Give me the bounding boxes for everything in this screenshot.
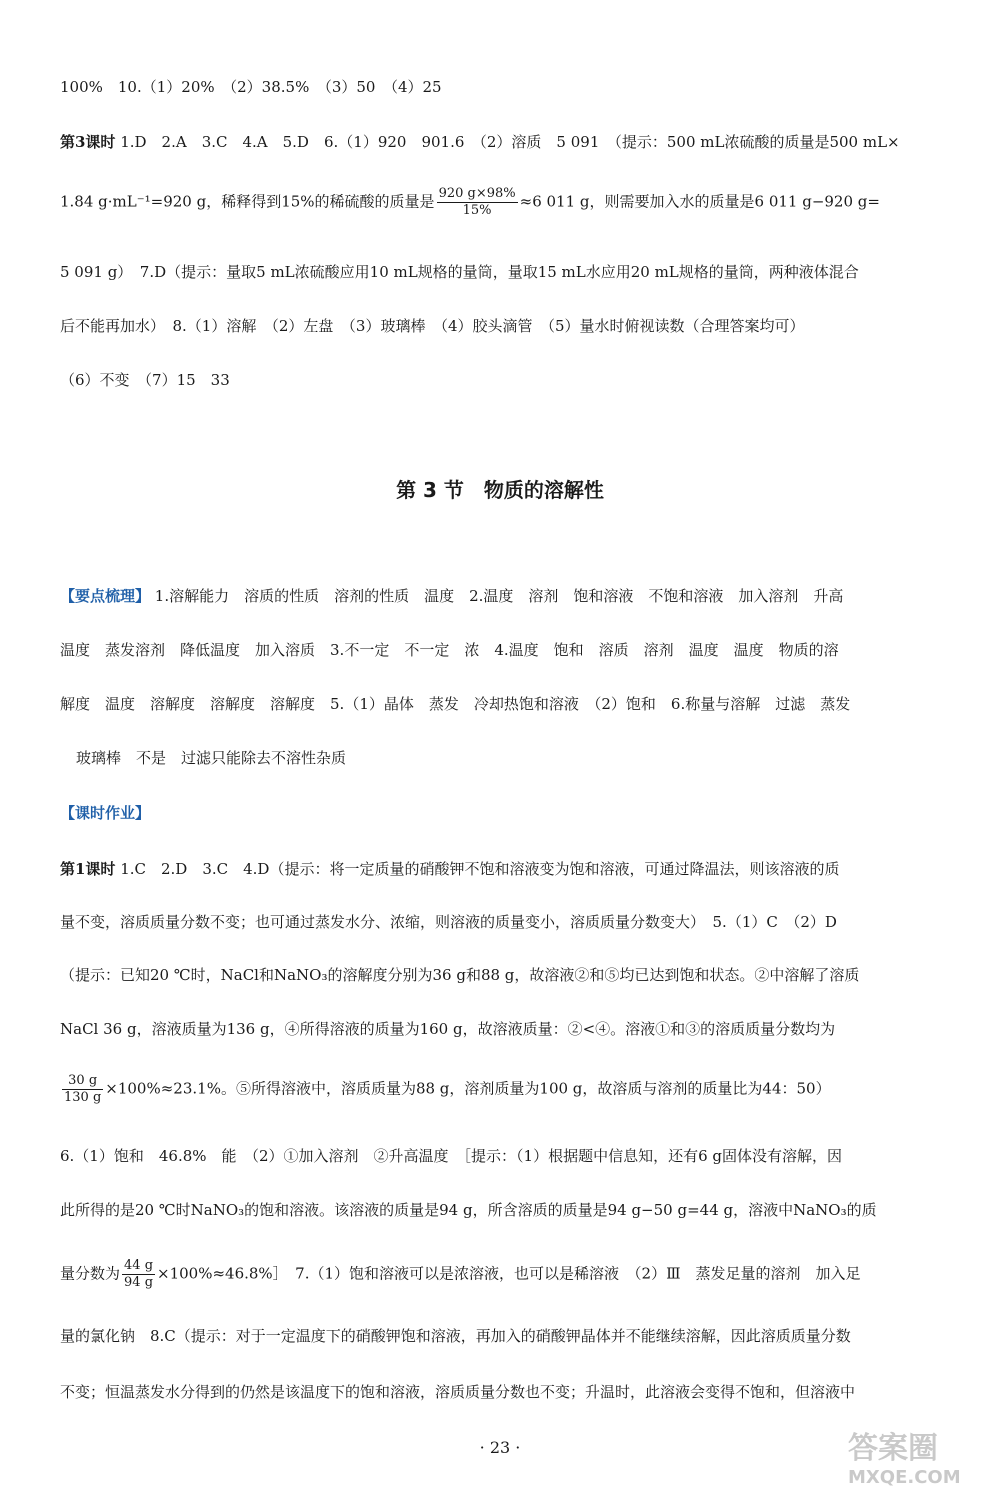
watermark-logo xyxy=(848,1423,978,1493)
line-text: 玻璃棒 不是 过滤只能除去不溶性杂质 xyxy=(76,749,347,767)
text-line xyxy=(60,693,960,715)
section-tag: 【课时作业】 xyxy=(60,804,151,822)
text-line xyxy=(60,186,960,219)
text-line xyxy=(60,802,960,824)
line-text: ×100%≈46.8%］ 7.（1）饱和溶液可以是浓溶液，也可以是稀溶液 （2）Ⅲ 蒸发足量的溶剂 加入足 xyxy=(157,1264,861,1283)
text-line xyxy=(76,747,960,769)
section-tag: 【要点梳理】 xyxy=(60,587,151,605)
line-text: （提示：已知20 ℃时，NaCl和NaNO₃的溶解度分别为36 g和88 g，故溶液②和⑤均已达到饱和状态。②中溶解了溶质 xyxy=(60,966,860,984)
line-text: 5 091 g） 7.D（提示：量取5 mL浓硫酸应用10 mL规格的量筒，量取15 mL水应用20 mL规格的量筒，两种液体混合 xyxy=(60,263,859,281)
text-line xyxy=(60,261,960,283)
fraction xyxy=(122,1258,155,1291)
fraction-numerator: 30 g xyxy=(62,1073,103,1090)
line-text: 1.D 2.A 3.C 4.A 5.D 6.（1）920 901.6 （2）溶质 5 091 （提示：500 mL浓硫酸的质量是500 mL× xyxy=(115,133,900,151)
text-line xyxy=(60,1018,960,1040)
text-line xyxy=(60,369,960,391)
text-line xyxy=(60,585,960,607)
line-text: （6）不变 （7）15 33 xyxy=(60,371,230,389)
line-text: ≈6 011 g，则需要加入水的质量是6 011 g−920 g= xyxy=(519,192,880,211)
line-text: 6.（1）饱和 46.8% 能 （2）①加入溶剂 ②升高温度 ［提示：（1）根据题中信息知，还有6 g固体没有溶解，因 xyxy=(60,1147,843,1165)
fraction-denominator: 130 g xyxy=(64,1090,102,1105)
line-text: 量不变，溶质质量分数不变；也可通过蒸发水分、浓缩，则溶液的质量变小，溶质质量分数变大） 5.（1）C （2）D xyxy=(60,913,837,931)
line-text: 1.C 2.D 3.C 4.D（提示：将一定质量的硝酸钾不饱和溶液变为饱和溶液，可通过降温法，则该溶液的质 xyxy=(115,860,840,878)
text-line xyxy=(60,858,960,880)
fraction xyxy=(62,1073,103,1106)
text-line xyxy=(60,1145,960,1167)
fraction-numerator: 44 g xyxy=(124,1258,154,1273)
text-line xyxy=(60,1258,960,1291)
section-heading: 第 3 节 物质的溶解性 xyxy=(396,478,604,502)
watermark-main: 答案圈 xyxy=(848,1431,938,1466)
text-line xyxy=(60,964,960,986)
line-text: 量分数为 xyxy=(60,1264,121,1283)
line-text: 量的氯化钠 8.C（提示：对于一定温度下的硝酸钾饱和溶液，再加入的硝酸钾晶体并不能继续溶解，因此溶质质量分数 xyxy=(60,1327,851,1345)
line-text: 1.溶解能力 溶质的性质 溶剂的性质 温度 2.温度 溶剂 饱和溶液 不饱和溶液 加入溶剂 升高 xyxy=(150,587,844,605)
fraction-denominator: 15% xyxy=(462,203,492,218)
lesson-label: 第1课时 xyxy=(60,860,116,878)
text-line xyxy=(60,315,960,337)
fraction xyxy=(437,186,518,219)
text-line xyxy=(60,639,960,661)
watermark-sub: MXQE.COM xyxy=(848,1467,961,1488)
line-text: 此所得的是20 ℃时NaNO₃的饱和溶液。该溶液的质量是94 g，所含溶质的质量是94 g−50 g=44 g，溶液中NaNO₃的质 xyxy=(60,1201,877,1219)
lesson-label: 第3课时 xyxy=(60,133,116,151)
line-text: 1.84 g·mL⁻¹=920 g，稀释得到15%的稀硫酸的质量是 xyxy=(60,192,435,211)
text-line xyxy=(60,1381,960,1403)
line-text: 解度 温度 溶解度 溶解度 溶解度 5.（1）晶体 蒸发 冷却热饱和溶液 （2）饱和 6.称量与溶解 过滤 蒸发 xyxy=(60,695,851,713)
text-line xyxy=(60,131,960,153)
line-text: 不变；恒温蒸发水分得到的仍然是该温度下的饱和溶液，溶质质量分数也不变；升温时，此溶液会变得不饱和，但溶液中 xyxy=(60,1383,856,1401)
text-line xyxy=(60,1073,960,1106)
text-line xyxy=(60,1199,960,1221)
fraction-numerator: 920 g×98% xyxy=(438,186,516,201)
line-text: 100% 10.（1）20% （2）38.5% （3）50 （4）25 xyxy=(60,78,442,96)
text-line xyxy=(60,911,960,933)
line-text: ×100%≈23.1%。⑤所得溶液中，溶质质量为88 g，溶剂质量为100 g，故溶质与溶剂的质量比为44：50） xyxy=(105,1079,831,1098)
line-text: 温度 蒸发溶剂 降低温度 加入溶质 3.不一定 不一定 浓 4.温度 饱和 溶质 溶剂 温度 温度 物质的溶 xyxy=(60,641,839,659)
line-text: NaCl 36 g，溶液质量为136 g，④所得溶液的质量为160 g，故溶液质量：②<④。溶液①和③的溶质质量分数均为 xyxy=(60,1020,836,1038)
fraction-denominator: 94 g xyxy=(124,1275,154,1290)
page-number: · 23 · xyxy=(479,1438,521,1457)
text-line xyxy=(60,76,960,98)
line-text: 后不能再加水） 8.（1）溶解 （2）左盘 （3）玻璃棒 （4）胶头滴管 （5）量水时俯视读数（合理答案均可） xyxy=(60,317,805,335)
text-line xyxy=(60,1325,960,1347)
